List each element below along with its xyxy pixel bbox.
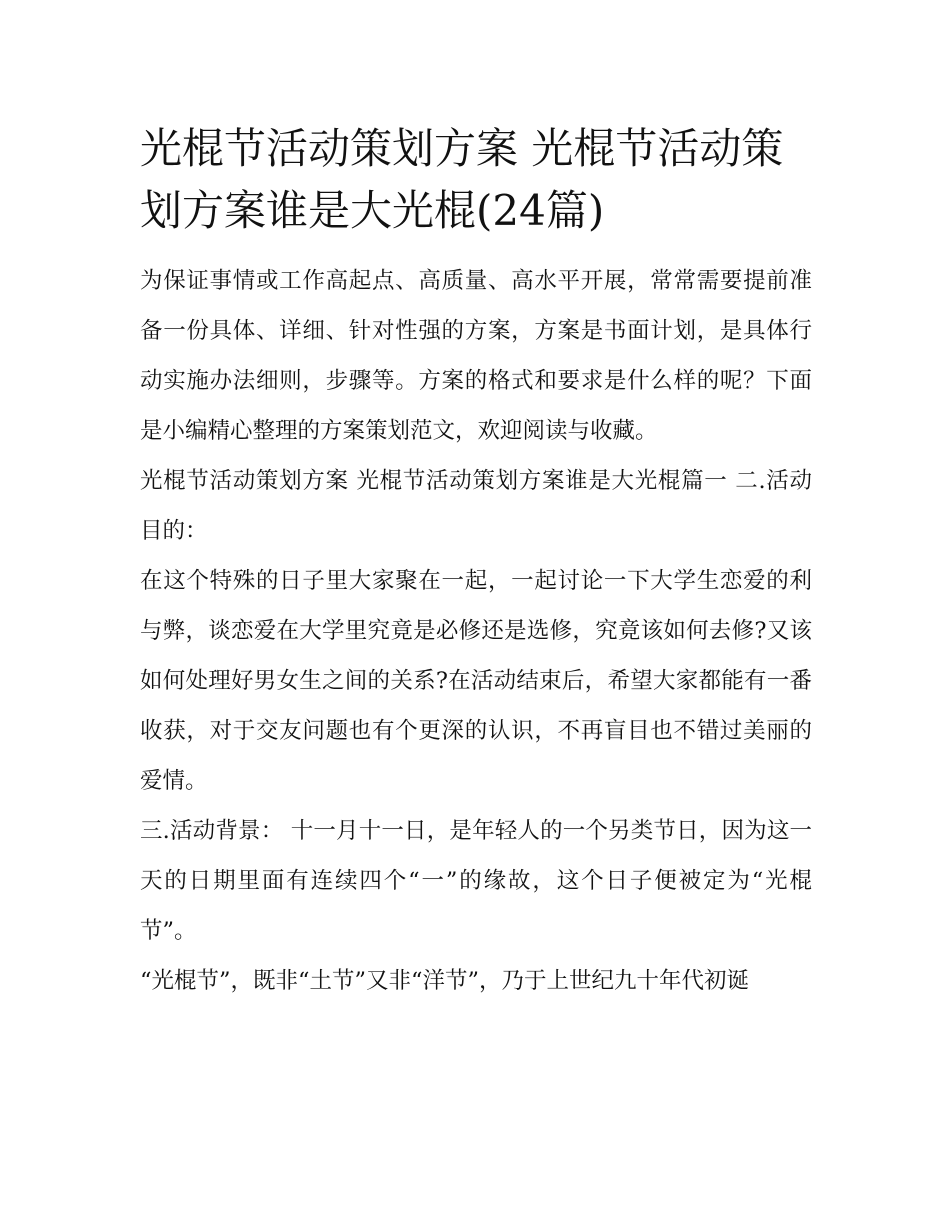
paragraph-section-heading: 光棍节活动策划方案 光棍节活动策划方案谁是大光棍篇一 二.活动目的： (140, 468, 812, 544)
document-body (140, 118, 812, 1006)
document-title: 光棍节活动策划方案 光棍节活动策划方案谁是大光棍(24篇) (140, 124, 784, 235)
paragraph-activity-background: 三.活动背景： 十一月十一日，是年轻人的一个另类节日，因为这一天的日期里面有连续四个“一”的缘故，这个日子便被定为“光棍节”。 (140, 818, 812, 944)
paragraph-activity-purpose: 在这个特殊的日子里大家聚在一起，一起讨论一下大学生恋爱的利与弊，谈恋爱在大学里究竟是必修还是选修，究竟该如何去修?又该如何处理好男女生之间的关系?在活动结束后，希望大家都能有一番收获，对于交友问题也有个更深的认识，不再盲目也不错过美丽的爱情。 (140, 568, 812, 794)
paragraph-intro: 为保证事情或工作高起点、高质量、高水平开展，常常需要提前准备一份具体、详细、针对性强的方案，方案是书面计划，是具体行动实施办法细则，步骤等。方案的格式和要求是什么样的呢？下面是小编精心整理的方案策划范文，欢迎阅读与收藏。 (140, 268, 812, 444)
paragraph-festival-origin: “光棍节”，既非“土节”又非“洋节”，乃于上世纪九十年代初诞 (140, 968, 750, 994)
